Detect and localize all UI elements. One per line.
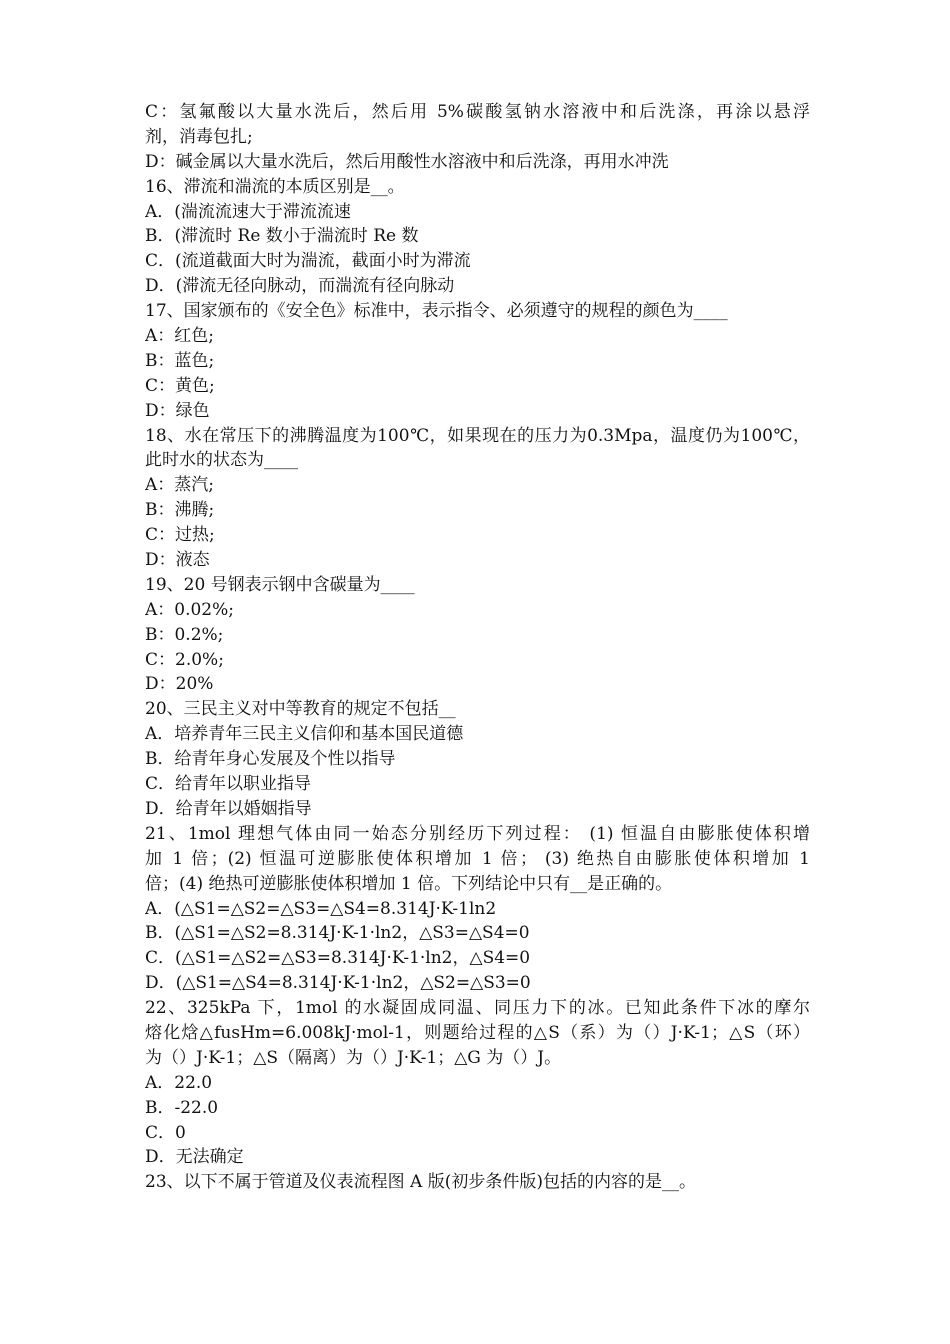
q19-option-c: C：2.0%;	[145, 649, 224, 670]
option-c-line-2: 剂，消毒包扎;	[145, 126, 253, 147]
q17-option-a: A：红色;	[145, 326, 215, 347]
q22-option-a: A．22.0	[145, 1072, 213, 1093]
q20-option-d: D．给青年以婚姻指导	[145, 798, 312, 819]
q21-option-a: A．(△S1=△S2=△S3=△S4=8.314J·K-1ln2	[145, 898, 497, 919]
option-d-text: D：碱金属以大量水洗后，然后用酸性水溶液中和后洗涤，再用水冲洗	[145, 151, 669, 172]
document-page	[145, 100, 810, 1195]
q17-option-c: C：黄色;	[145, 375, 215, 396]
q17-option-d: D：绿色	[145, 400, 210, 421]
q16-option-b: B．(滞流时 Re 数小于湍流时 Re 数	[145, 226, 419, 247]
option-c-line-1: C：氢氟酸以大量水洗后，然后用 5%碳酸氢钠水溶液中和后洗涤，再涂以悬浮	[145, 102, 810, 122]
question-21-line-1: 21、1mol 理想气体由同一始态分别经历下列过程： (1) 恒温自由膨胀使体积增	[145, 823, 810, 844]
q18-option-c: C：过热;	[145, 525, 215, 546]
q19-option-a: A：0.02%;	[145, 599, 235, 620]
q20-option-a: A．培养青年三民主义信仰和基本国民道德	[145, 724, 464, 745]
q16-option-c: C．(流道截面大时为湍流，截面小时为滞流	[145, 251, 471, 272]
q20-option-c: C．给青年以职业指导	[145, 774, 312, 795]
q18-option-b: B：沸腾;	[145, 500, 215, 521]
q21-option-c: C．(△S1=△S2=△S3=8.314J·K-1·ln2，△S4=0	[145, 948, 531, 969]
q22-option-d: D．无法确定	[145, 1147, 244, 1168]
question-20: 20、三民主义对中等教育的规定不包括__	[145, 699, 456, 720]
q20-option-b: B．给青年身心发展及个性以指导	[145, 749, 396, 770]
question-22-line-1: 22、325kPa 下，1mol 的水凝固成同温、同压力下的冰。已知此条件下冰的摩尔	[145, 998, 810, 1019]
question-22-line-2: 熔化焓△fusHm=6.008kJ·mol-1，则题给过程的△S（系）为（）J·K-1；△S（环）	[145, 1022, 810, 1043]
q18-option-a: A：蒸汽;	[145, 475, 215, 496]
q19-option-b: B：0.2%;	[145, 624, 224, 645]
question-21-line-3: 倍；(4) 绝热可逆膨胀使体积增加 1 倍。下列结论中只有__是正确的。	[145, 873, 673, 894]
q22-option-b: B．-22.0	[145, 1097, 219, 1118]
question-19: 19、20 号钢表示钢中含碳量为____	[145, 574, 415, 595]
q18-option-d: D：液态	[145, 550, 210, 571]
question-18-line-1: 18、水在常压下的沸腾温度为100℃，如果现在的压力为0.3Mpa，温度仍为100℃，	[145, 425, 810, 446]
q22-option-c: C．0	[145, 1122, 186, 1143]
q16-option-a: A．(湍流流速大于滞流流速	[145, 201, 351, 222]
question-22-line-3: 为（）J·K-1；△S（隔离）为（）J·K-1；△G 为（）J。	[145, 1047, 562, 1068]
question-18-line-2: 此时水的状态为____	[145, 450, 298, 471]
q17-option-b: B：蓝色;	[145, 350, 215, 371]
question-21-line-2: 加 1 倍；(2) 恒温可逆膨胀使体积增加 1 倍； (3) 绝热自由膨胀使体积增加 1	[145, 848, 810, 869]
question-16: 16、滞流和湍流的本质区别是__。	[145, 176, 405, 197]
q21-option-d: D．(△S1=△S4=8.314J·K-1·ln2，△S2=△S3=0	[145, 973, 531, 994]
q16-option-d: D．(滞流无径向脉动，而湍流有径向脉动	[145, 276, 455, 297]
q19-option-d: D：20%	[145, 674, 214, 695]
q21-option-b: B．(△S1=△S2=8.314J·K-1·ln2，△S3=△S4=0	[145, 923, 530, 944]
question-17: 17、国家颁布的《安全色》标准中，表示指令、必须遵守的规程的颜色为____	[145, 301, 728, 322]
question-23: 23、以下不属于管道及仪表流程图 A 版(初步条件版)包括的内容的是__。	[145, 1172, 696, 1193]
